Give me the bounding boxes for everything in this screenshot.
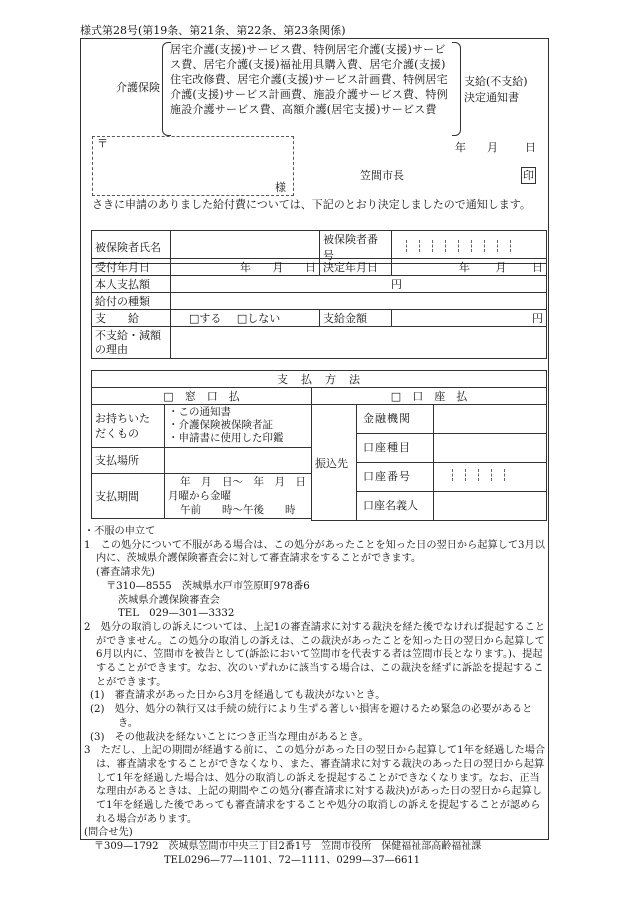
benefit-type-label: 給付の種類 (92, 293, 171, 310)
bank-row (357, 405, 546, 434)
right-bracket (452, 42, 461, 136)
payment-amount-label: 支給金額 (320, 310, 392, 327)
title-line1: 支給(不支給) (464, 75, 528, 88)
review-org: 茨城県介護保険審査会 (118, 594, 220, 606)
decision-date-value: 年 月 日 (392, 259, 547, 276)
service-list: 居宅介護(支援)サービス費、特例居宅介護(支援)サービス費、居宅介護(支援)福祉用具購入費、居宅介護(支援)住宅改修費、居宅介護(支援)サービス計画費、特例居宅介護(支援)サービス計画費、施設介護サービス費、特例施設介護サービス費、高額介護(居宅支援)サービス費 (170, 43, 448, 116)
place-value (165, 447, 312, 473)
counter-payment-label[interactable]: □ 窓 口 払 (92, 388, 312, 405)
issuer: 笠間市長 (360, 169, 404, 182)
notes-heading: ・不服の申立て (84, 526, 156, 537)
items-list (165, 405, 312, 448)
reason-value (171, 327, 547, 359)
benefit-type-value (171, 293, 547, 310)
note-sub1: (1) 審査請求があった日から3月を経過しても裁決がないとき。 (90, 690, 386, 702)
item-notice: ・この通知書 (168, 406, 231, 419)
self-pay-label: 本人支払額 (92, 276, 171, 293)
period-label: 支払期間 (92, 474, 165, 519)
transfer-label: 振込先 (312, 405, 357, 521)
date-month: 月 (487, 141, 498, 154)
bank-label: 金融機関 (357, 405, 434, 433)
payment-label: 支 給 (92, 310, 171, 327)
inquiry-address: 〒309—1792 茨城県笠間市中央三丁目2番1号 笠間市役所 保健福祉部高齢福祉課 (94, 841, 482, 853)
review-heading: (審査請求先) (96, 567, 155, 579)
honorific-sama: 様 (275, 181, 286, 194)
place-label: 支払場所 (92, 447, 165, 473)
self-pay-value: 円 (171, 276, 547, 293)
category-label: 介護保険 (116, 81, 160, 94)
receipt-date-value: 年 月 日 (171, 259, 320, 276)
note-para3: 3 ただし、上記の期間が経過する前に、この処分があった日の翌日から起算して1年を経過した場合は、審査請求をすることができなくなり、また、審査請求に対する裁決のあった日の翌日から起算して1年を経過した場合は、処分の取消しの訴えを提起することができなくなります。なお、正当な理由があるときは、上記の期間やこの処分(審査請求に対する裁決)があった日の翌日から起算して1年を経過した後であっても審査請求をすることや処分の取消しの訴えを提起することが認められる場合があります。 (84, 745, 546, 825)
account-type-label: 口座種目 (357, 434, 434, 462)
note-para1: 1 この処分について不服がある場合は、この処分があったことを知った日の翌日から起算して3月以内に、茨城県介護保険審査会に対して審査請求をすることができます。 (84, 539, 545, 565)
account-payment-label[interactable]: □ 口 座 払 (312, 388, 547, 405)
account-holder-label: 口座名義人 (357, 492, 434, 520)
account-number-label: 口座番号 (357, 463, 434, 491)
reason-label: 不支給・減額 の理由 (92, 327, 171, 359)
insured-number-label: 被保険者番号 (320, 231, 392, 264)
form-number: 様式第28号(第19条、第21条、第22条、第23条関係) (80, 24, 346, 37)
period-hours: 午前 時～午後 時 (180, 504, 296, 517)
item-insurance-card: ・介護保険被保険者証 (168, 419, 273, 432)
account-number-value (434, 463, 505, 491)
title-line2: 決定通知書 (464, 91, 519, 104)
date-day: 日 (525, 141, 536, 154)
note-para2: 2 処分の取消しの訴えについては、上記1の審査請求に対する裁決を経た後でなければ提起することができません。この処分の取消しの訴えは、この裁決があったことを知った日の翌日から起算して6月以内に、笠間市を被告として(訴訟において笠間市を代表する者は笠間市長となります。)、提起することができます。なお、次のいずれかに該当する場合は、この裁決を経ずに訴訟を提起することができます。 (84, 621, 546, 688)
period-value (165, 474, 312, 519)
item-seal: ・申請書に使用した印鑑 (168, 432, 284, 445)
date-year: 年 (455, 141, 466, 154)
account-number-row (357, 463, 546, 492)
period-days: 月曜から金曜 (168, 490, 231, 503)
option-no[interactable]: □しない (236, 312, 281, 325)
payment-amount-value: 円 (392, 310, 547, 327)
account-holder-row (357, 492, 546, 520)
inquiry-tel: TEL0296—77—1101、72—1111、0299—37—6611 (164, 854, 421, 866)
info-table-2 (91, 258, 547, 359)
decision-date-label: 決定年月日 (320, 259, 392, 276)
seal: 印 (523, 169, 534, 182)
period-dates: 年 月 日～ 年 月 日 (180, 476, 306, 489)
postal-mark: 〒 (97, 137, 108, 150)
review-tel: TEL 029—301—3332 (118, 608, 235, 620)
items-label: お持ちいた だくもの (92, 405, 165, 448)
payment-options (171, 310, 320, 327)
payment-method-title: 支 払 方 法 (92, 371, 547, 388)
address-box (92, 136, 294, 196)
notes-section (84, 525, 546, 868)
option-yes[interactable]: □する (189, 312, 222, 325)
intro-text: さきに申請のありました給付費については、下記のとおり決定しましたので通知します。 (92, 198, 531, 211)
receipt-date-label: 受付年月日 (92, 259, 171, 276)
account-details (357, 405, 547, 521)
account-type-row (357, 434, 546, 463)
payment-method-table (91, 370, 547, 521)
note-sub2: (2) 処分、処分の執行又は手続の続行により生ずる著しい損害を避けるため緊急の必要があるとき。 (90, 704, 533, 729)
note-sub3: (3) その他裁決を経ないことにつき正当な理由があるとき。 (90, 731, 369, 743)
insured-name-label: 被保険者氏名 (92, 231, 171, 264)
inquiry-heading: (問合せ先) (84, 827, 133, 839)
review-address: 〒310—8555 茨城県水戸市笠原町978番6 (106, 580, 310, 592)
